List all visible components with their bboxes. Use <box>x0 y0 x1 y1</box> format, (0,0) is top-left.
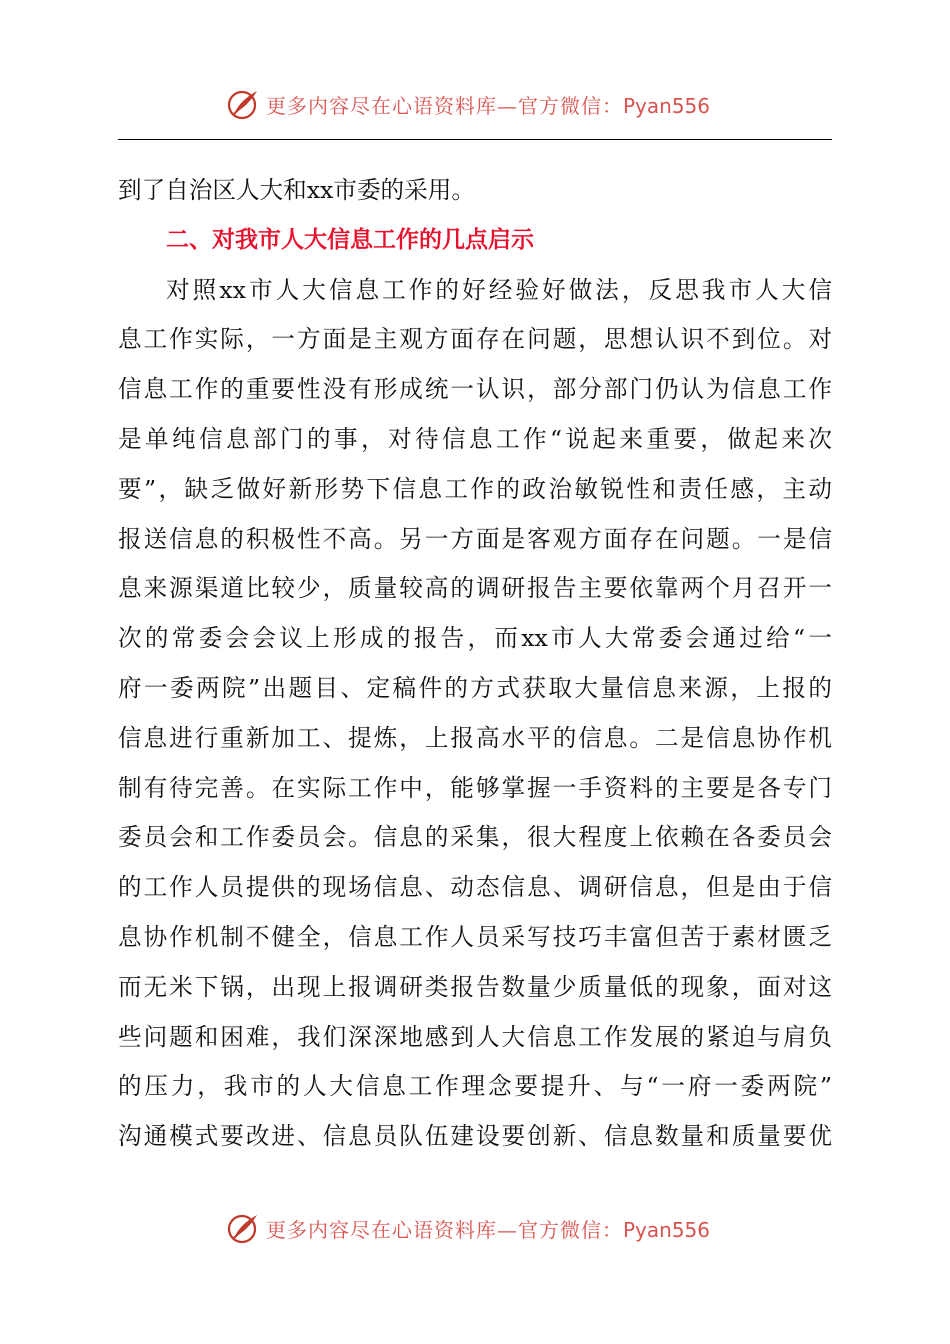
text-line: 的压力，我市的人大信息工作理念要提升、与“一府一委两院” <box>118 1072 832 1101</box>
document-body <box>118 166 832 1162</box>
text-line: 要”，缺乏做好新形势下信息工作的政治敏锐性和责任感，主动 <box>118 474 832 503</box>
footer-banner <box>226 1208 710 1248</box>
text-line: 息来源渠道比较少，质量较高的调研报告主要依靠两个月召开一 <box>118 574 832 603</box>
text-line: 委员会和工作委员会。信息的采集，很大程度上依赖在各委员会 <box>118 823 832 852</box>
text-line: 的工作人员提供的现场信息、动态信息、调研信息，但是由于信 <box>118 873 832 902</box>
banner-slogan: 更多内容尽在心语资料库—官方微信： <box>266 93 623 118</box>
wechat-id: Pyan556 <box>623 93 711 118</box>
text-line: 息工作实际，一方面是主观方面存在问题，思想认识不到位。对 <box>118 325 832 354</box>
text-line: 信息进行重新加工、提炼，上报高水平的信息。二是信息协作机 <box>118 723 832 752</box>
text-line: 报送信息的积极性不高。另一方面是客观方面存在问题。一是信 <box>118 524 832 553</box>
text-line: 府一委两院”出题目、定稿件的方式获取大量信息来源，上报的 <box>118 673 832 702</box>
text-line: 次的常委会会议上形成的报告，而xx市人大常委会通过给“一 <box>118 624 832 653</box>
quill-logo-icon <box>226 87 260 121</box>
wechat-id: Pyan556 <box>623 1217 711 1242</box>
section-heading: 二、对我市人大信息工作的几点启示 <box>166 226 534 253</box>
text-line: 信息工作的重要性没有形成统一认识，部分部门仍认为信息工作 <box>118 375 832 404</box>
banner-text <box>266 90 710 119</box>
text-line: 到了自治区人大和xx市委的采用。 <box>118 176 475 204</box>
quill-logo-icon <box>226 1211 260 1245</box>
banner-text <box>266 1214 710 1243</box>
banner-slogan: 更多内容尽在心语资料库—官方微信： <box>266 1217 623 1242</box>
header-divider <box>118 139 832 140</box>
text-line: 些问题和困难，我们深深地感到人大信息工作发展的紧迫与肩负 <box>118 1022 832 1051</box>
text-line: 是单纯信息部门的事，对待信息工作“说起来重要，做起来次 <box>118 424 832 453</box>
text-line: 息协作机制不健全，信息工作人员采写技巧丰富但苦于素材匮乏 <box>118 922 832 951</box>
header-banner <box>226 84 710 124</box>
text-line: 沟通模式要改进、信息员队伍建设要创新、信息数量和质量要优 <box>118 1122 832 1151</box>
text-line: 而无米下锅，出现上报调研类报告数量少质量低的现象，面对这 <box>118 972 832 1001</box>
text-line: 制有待完善。在实际工作中，能够掌握一手资料的主要是各专门 <box>118 773 832 802</box>
text-line: 对照xx市人大信息工作的好经验好做法，反思我市人大信 <box>166 275 832 304</box>
